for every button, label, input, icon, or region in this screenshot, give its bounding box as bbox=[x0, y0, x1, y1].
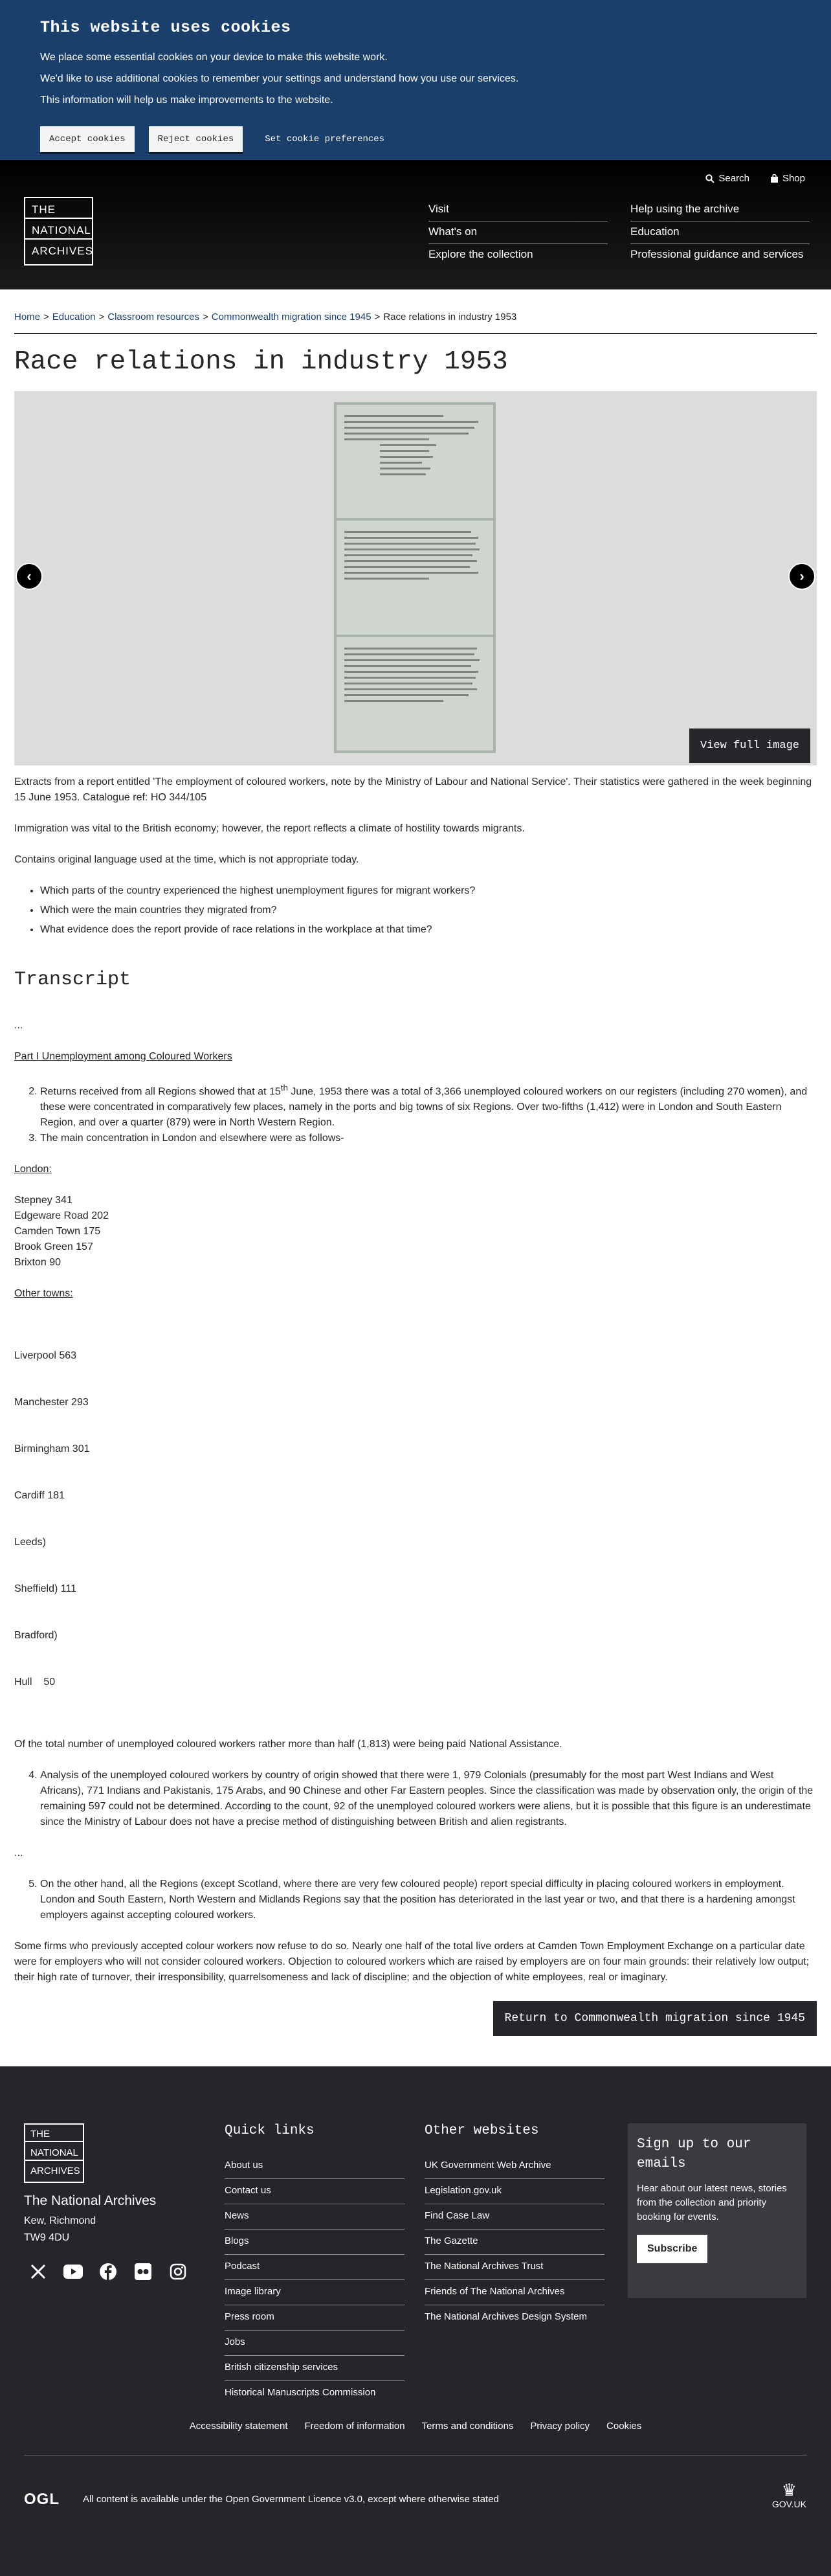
town-item: Sheffield) 111 bbox=[14, 1583, 77, 1595]
other-website-link[interactable]: The Gazette bbox=[425, 2230, 604, 2255]
transcript-list-a bbox=[40, 1080, 817, 1146]
quick-link[interactable]: Image library bbox=[225, 2280, 404, 2305]
quick-links-title: Quick links bbox=[225, 2123, 315, 2139]
footer-org-name: The National Archives bbox=[24, 2193, 157, 2209]
nav-help[interactable]: Help using the archive bbox=[630, 199, 810, 221]
quick-link[interactable]: News bbox=[225, 2204, 404, 2230]
page-title: Race relations in industry 1953 bbox=[14, 347, 508, 377]
breadcrumb bbox=[0, 311, 831, 329]
footer-address bbox=[24, 2193, 156, 2246]
govuk-label: GOV.UK bbox=[771, 2499, 806, 2510]
licence-text bbox=[83, 2494, 499, 2505]
cookie-title: This website uses cookies bbox=[40, 18, 291, 37]
question-list bbox=[40, 883, 817, 938]
london-item: Brook Green 157 bbox=[14, 1241, 93, 1253]
transcript-content bbox=[0, 1018, 831, 1985]
site-header bbox=[0, 160, 831, 289]
legal-link[interactable]: Accessibility statement bbox=[189, 2421, 288, 2432]
ellipsis: ... bbox=[14, 1020, 23, 1031]
question-item: • Which parts of the country experienced the highest unemployment figures for migrant workers? bbox=[40, 883, 817, 899]
cookie-text-2: We'd like to use additional cookies to remember your settings and understand how you use our services. bbox=[40, 73, 519, 84]
email-signup bbox=[628, 2123, 806, 2298]
main-nav-left bbox=[428, 199, 608, 267]
footer-logo[interactable] bbox=[24, 2123, 84, 2183]
social-links bbox=[28, 2262, 188, 2281]
transcript-heading: Transcript bbox=[14, 969, 131, 991]
document-image[interactable] bbox=[334, 402, 496, 753]
other-towns-list bbox=[14, 1317, 817, 1721]
search-label: Search bbox=[718, 173, 749, 184]
transcript-item-2 bbox=[40, 1080, 817, 1131]
assistance-paragraph: Of the total number of unemployed coloured workers rather more than half (1,813) were being paid National Assistance. bbox=[14, 1739, 562, 1750]
utility-nav bbox=[705, 173, 805, 184]
cookie-text-3: This information will help us make improvements to the website. bbox=[40, 95, 333, 106]
breadcrumb-home[interactable]: Home bbox=[14, 311, 41, 322]
cookie-text-1: We place some essential cookies on your device to make this website work. bbox=[40, 52, 388, 63]
breadcrumb-current: Race relations in industry 1953 bbox=[383, 311, 517, 322]
return-wrap bbox=[0, 2001, 831, 2036]
main-nav-right bbox=[630, 199, 810, 267]
govuk-link[interactable] bbox=[772, 2481, 806, 2509]
breadcrumb-separator: > bbox=[374, 311, 381, 322]
quick-link[interactable]: Podcast bbox=[225, 2255, 404, 2280]
facebook-icon[interactable] bbox=[98, 2262, 118, 2281]
return-button[interactable]: Return to Commonwealth migration since 1945 bbox=[493, 2001, 817, 2036]
intro-paragraph: Extracts from a report entitled 'The employment of coloured workers, note by the Ministry of Labour and National Service'. Their statistics were gathered in the week beginning 15 June 1953. Catalogue ref: HO 344/105 bbox=[14, 776, 812, 803]
view-full-image-button[interactable]: View full image bbox=[689, 729, 810, 763]
quick-links bbox=[225, 2123, 404, 2406]
logo-line: NATIONAL bbox=[25, 224, 92, 240]
item2-sup: th bbox=[280, 1083, 288, 1092]
closing-paragraph: Some firms who previously accepted colour workers now refuse to do so. Nearly one half of the total live orders at Camden Town Employment Exchange on a particular date were for employers who will not consider coloured workers. Objection to coloured workers which are raised by employers are on four main grounds: their relatively low output; their high rate of turnover, their irresponsibility, quarrelsomeness and lack of discipline; and the objection of white employees, real or imaginary. bbox=[14, 1941, 810, 1983]
london-label: London: bbox=[14, 1164, 52, 1175]
quick-link[interactable]: Historical Manuscripts Commission bbox=[225, 2387, 376, 2399]
nav-visit[interactable]: Visit bbox=[428, 199, 608, 221]
quick-link[interactable]: Contact us bbox=[225, 2179, 404, 2204]
other-website-link[interactable]: The National Archives Trust bbox=[425, 2255, 604, 2280]
search-icon bbox=[705, 174, 715, 183]
logo-line: THE bbox=[25, 203, 92, 219]
nav-explore[interactable]: Explore the collection bbox=[428, 248, 533, 260]
footer-address-line: Kew, Richmond bbox=[24, 2215, 96, 2227]
title-divider bbox=[14, 333, 817, 334]
town-item: Birmingham 301 bbox=[14, 1443, 90, 1455]
other-websites-title: Other websites bbox=[425, 2123, 539, 2139]
cookie-preferences-link[interactable]: Set cookie preferences bbox=[265, 134, 385, 144]
quick-link[interactable]: About us bbox=[225, 2154, 404, 2179]
transcript-item-5: 5. On the other hand, all the Regions (except Scotland, where there are very few coloured people) report special difficulty in placing coloured workers in employment. London and South Eastern, North Western and Midlands Regions say that the position has deteriorated in the last year or two, and that there is a hardening amongst employers against accepting coloured workers. bbox=[40, 1877, 817, 1923]
logo-line: THE bbox=[25, 2129, 83, 2142]
signup-text: Hear about our latest news, stories from the collection and priority booking for events. bbox=[637, 2183, 787, 2223]
shop-label: Shop bbox=[782, 173, 805, 184]
flickr-icon[interactable] bbox=[133, 2262, 153, 2281]
accept-cookies-button[interactable]: Accept cookies bbox=[40, 126, 135, 152]
legal-link[interactable]: Freedom of information bbox=[304, 2421, 405, 2432]
next-image-button[interactable] bbox=[788, 563, 815, 590]
immigration-paragraph: Immigration was vital to the British economy; however, the report reflects a climate of hostility towards migrants. bbox=[14, 823, 525, 834]
main-nav bbox=[428, 199, 810, 267]
licence-text-a: All content is available under the bbox=[83, 2494, 226, 2505]
crown-icon: ♛ bbox=[781, 2480, 797, 2500]
question-item: • Which were the main countries they migrated from? bbox=[40, 903, 817, 918]
instagram-icon[interactable] bbox=[168, 2262, 188, 2281]
london-item: Camden Town 175 bbox=[14, 1226, 101, 1237]
nav-professional[interactable]: Professional guidance and services bbox=[630, 248, 804, 260]
part-heading: Part I Unemployment among Coloured Workers bbox=[14, 1051, 232, 1062]
breadcrumb-commonwealth[interactable]: Commonwealth migration since 1945 bbox=[211, 311, 371, 322]
logo-line: NATIONAL bbox=[25, 2147, 83, 2161]
intro-content bbox=[0, 774, 831, 938]
other-website-link[interactable]: UK Government Web Archive bbox=[425, 2154, 604, 2179]
other-towns-label: Other towns: bbox=[14, 1288, 73, 1300]
breadcrumb-separator: > bbox=[43, 311, 49, 322]
cookie-actions bbox=[40, 126, 831, 152]
nav-education[interactable]: Education bbox=[630, 221, 810, 244]
ellipsis: ... bbox=[14, 1847, 23, 1859]
legal-link[interactable]: Privacy policy bbox=[530, 2421, 590, 2432]
other-website-link[interactable]: Find Case Law bbox=[425, 2204, 604, 2230]
transcript-item-4: 4. Analysis of the unemployed coloured workers by country of origin showed that there were 1, 979 Colonials (presumably for the most part West Indians and West Africans), 771 Indians and Pakistanis, 175 Arabs, and 90 Chinese and other Far Eastern peoples. Since the classification was made by observation only, the origin of the remaining 597 could not be determined. According to the count, 92 of the unemployed coloured workers were aliens, but it is possible that this figure is an underestimate since the Ministry of Labour does not have a precise method of distinguishing between British and alien registrants. bbox=[40, 1768, 817, 1830]
london-item: Edgeware Road 202 bbox=[14, 1210, 109, 1222]
legal-link[interactable]: Terms and conditions bbox=[421, 2421, 514, 2432]
legal-links bbox=[0, 2421, 831, 2432]
document-page bbox=[337, 637, 493, 751]
signup-title: Sign up to our emails bbox=[637, 2137, 751, 2172]
transcript-list-b bbox=[40, 1768, 817, 1830]
previous-image-button[interactable] bbox=[16, 563, 43, 590]
nav-whats-on[interactable]: What's on bbox=[428, 221, 608, 244]
town-item: Liverpool 563 bbox=[14, 1350, 77, 1362]
item2-text-b: June, 1953 there was a total of 3,366 unemployed coloured workers on our registers (including 270 women), and these were concentrated in comparatively few places, namely in the ports and big towns of six Regions. Over two-fifths (1,412) were in London and South Eastern Region, and over a quarter (879) were in North Western Region. bbox=[40, 1086, 808, 1129]
site-footer bbox=[0, 2066, 831, 2576]
document-page bbox=[337, 521, 493, 634]
quick-link[interactable]: Press room bbox=[225, 2305, 404, 2331]
footer-address-line: TW9 4DU bbox=[24, 2232, 70, 2244]
london-item: Brixton 90 bbox=[14, 1257, 61, 1269]
chevron-right-icon: › bbox=[799, 568, 804, 584]
legal-link[interactable]: Cookies bbox=[606, 2421, 642, 2432]
breadcrumb-education[interactable]: Education bbox=[52, 311, 96, 322]
licence-text-b: , except where otherwise stated bbox=[362, 2494, 499, 2505]
language-note: Contains original language used at the time, which is not appropriate today. bbox=[14, 854, 359, 865]
town-item: Manchester 293 bbox=[14, 1397, 89, 1408]
youtube-icon[interactable] bbox=[63, 2262, 83, 2281]
footer-divider bbox=[24, 2455, 807, 2456]
licence-link[interactable]: Open Government Licence v3.0 bbox=[225, 2494, 362, 2505]
item2-text-a: Returns received from all Regions showed that at 15 bbox=[40, 1086, 281, 1098]
other-website-link[interactable]: Legislation.gov.uk bbox=[425, 2179, 604, 2204]
town-item: Leeds) bbox=[14, 1537, 46, 1548]
breadcrumb-separator: > bbox=[98, 311, 105, 322]
reject-cookies-button[interactable]: Reject cookies bbox=[149, 126, 243, 152]
breadcrumb-separator: > bbox=[202, 311, 208, 322]
document-page bbox=[337, 405, 493, 518]
search-link[interactable] bbox=[705, 173, 749, 184]
town-item: Hull 50 bbox=[14, 1677, 56, 1688]
subscribe-button[interactable]: Subscribe bbox=[637, 2235, 707, 2263]
quick-link[interactable]: British citizenship services bbox=[225, 2356, 404, 2381]
town-item: Cardiff 181 bbox=[14, 1490, 65, 1502]
town-item: Bradford) bbox=[14, 1630, 58, 1642]
other-website-link[interactable]: Friends of The National Archives bbox=[425, 2280, 604, 2305]
cookie-banner bbox=[0, 0, 831, 160]
shopping-bag-icon bbox=[770, 174, 779, 183]
site-logo[interactable] bbox=[24, 197, 93, 266]
question-item: • What evidence does the report provide of race relations in the workplace at that time? bbox=[40, 922, 817, 938]
logo-line: ARCHIVES bbox=[30, 2165, 80, 2177]
transcript-item-3: 3. The main concentration in London and elsewhere were as follows- bbox=[40, 1131, 817, 1146]
ogl-logo: OGL bbox=[24, 2491, 60, 2509]
london-item: Stepney 341 bbox=[14, 1195, 72, 1206]
london-list bbox=[14, 1193, 817, 1271]
x-twitter-icon[interactable] bbox=[28, 2262, 48, 2281]
quick-link[interactable]: Jobs bbox=[225, 2331, 404, 2356]
transcript-list-c bbox=[40, 1877, 817, 1923]
chevron-left-icon: ‹ bbox=[27, 568, 32, 584]
image-gallery bbox=[14, 391, 817, 765]
shop-link[interactable] bbox=[770, 173, 805, 184]
other-website-link[interactable]: The National Archives Design System bbox=[425, 2311, 587, 2323]
logo-line: ARCHIVES bbox=[32, 245, 93, 257]
other-websites bbox=[425, 2123, 604, 2331]
breadcrumb-classroom[interactable]: Classroom resources bbox=[107, 311, 199, 322]
quick-link[interactable]: Blogs bbox=[225, 2230, 404, 2255]
